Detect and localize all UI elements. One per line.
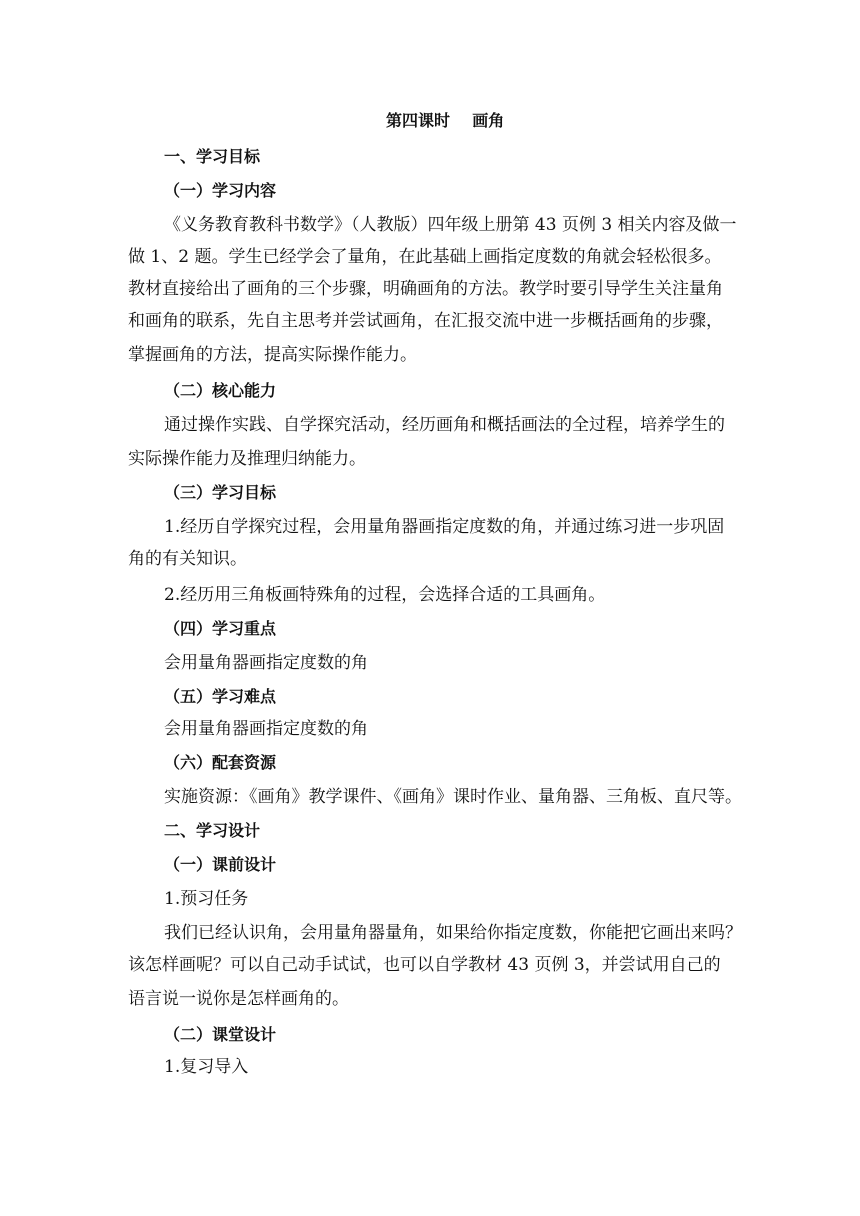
paragraph-line: 实施资源：《画角》教学课件、《画角》课时作业、量角器、三角板、直尺等。 [164,787,742,807]
paragraph-line: 《义务教育教科书数学》（人教版）四年级上册第 43 页例 3 相关内容及做一 [164,215,737,235]
paragraph-line: 该怎样画呢？可以自己动手试试，也可以自学教材 43 页例 3，并尝试用自己的 [128,955,721,975]
subsection-heading: （一）课前设计 [164,855,277,874]
subsection-heading: （二）核心能力 [164,381,277,400]
subsection-heading: （四）学习重点 [164,619,277,638]
paragraph-line: 实际操作能力及推理归纳能力。 [128,449,366,469]
paragraph-line: 掌握画角的方法，提高实际操作能力。 [128,345,417,365]
subsection-heading: （三）学习目标 [164,483,277,502]
section-heading: 二、学习设计 [164,821,261,840]
subsection-heading: （二）课堂设计 [164,1025,277,1044]
subsection-heading: （一）学习内容 [164,181,277,200]
paragraph-line: 语言说一说你是怎样画角的。 [128,989,349,1009]
paragraph-line: 通过操作实践、自学探究活动，经历画角和概括画法的全过程，培养学生的 [164,415,725,435]
paragraph-line: 会用量角器画指定度数的角 [164,719,368,739]
paragraph-line: 我们已经认识角，会用量角器量角，如果给你指定度数，你能把它画出来吗？ [164,923,742,943]
subsection-heading: （五）学习难点 [164,687,277,706]
paragraph-line: 做 1、2 题。学生已经学会了量角，在此基础上画指定度数的角就会轻松很多。 [128,247,722,267]
page-title: 第四课时 画角 [386,111,505,130]
paragraph-line: 2.经历用三角板画特殊角的过程，会选择合适的工具画角。 [164,585,606,605]
subsection-heading: （六）配套资源 [164,753,277,772]
paragraph-line: 会用量角器画指定度数的角 [164,653,368,673]
paragraph-line: 1.复习导入 [164,1057,249,1077]
paragraph-line: 角的有关知识。 [128,549,247,569]
section-heading: 一、学习目标 [164,147,261,166]
paragraph-line: 1.经历自学探究过程，会用量角器画指定度数的角，并通过练习进一步巩固 [164,517,725,537]
paragraph-line: 1.预习任务 [164,889,249,909]
paragraph-line: 教材直接给出了画角的三个步骤，明确画角的方法。教学时要引导学生关注量角 [128,279,723,299]
paragraph-line: 和画角的联系，先自主思考并尝试画角，在汇报交流中进一步概括画角的步骤， [128,311,723,331]
